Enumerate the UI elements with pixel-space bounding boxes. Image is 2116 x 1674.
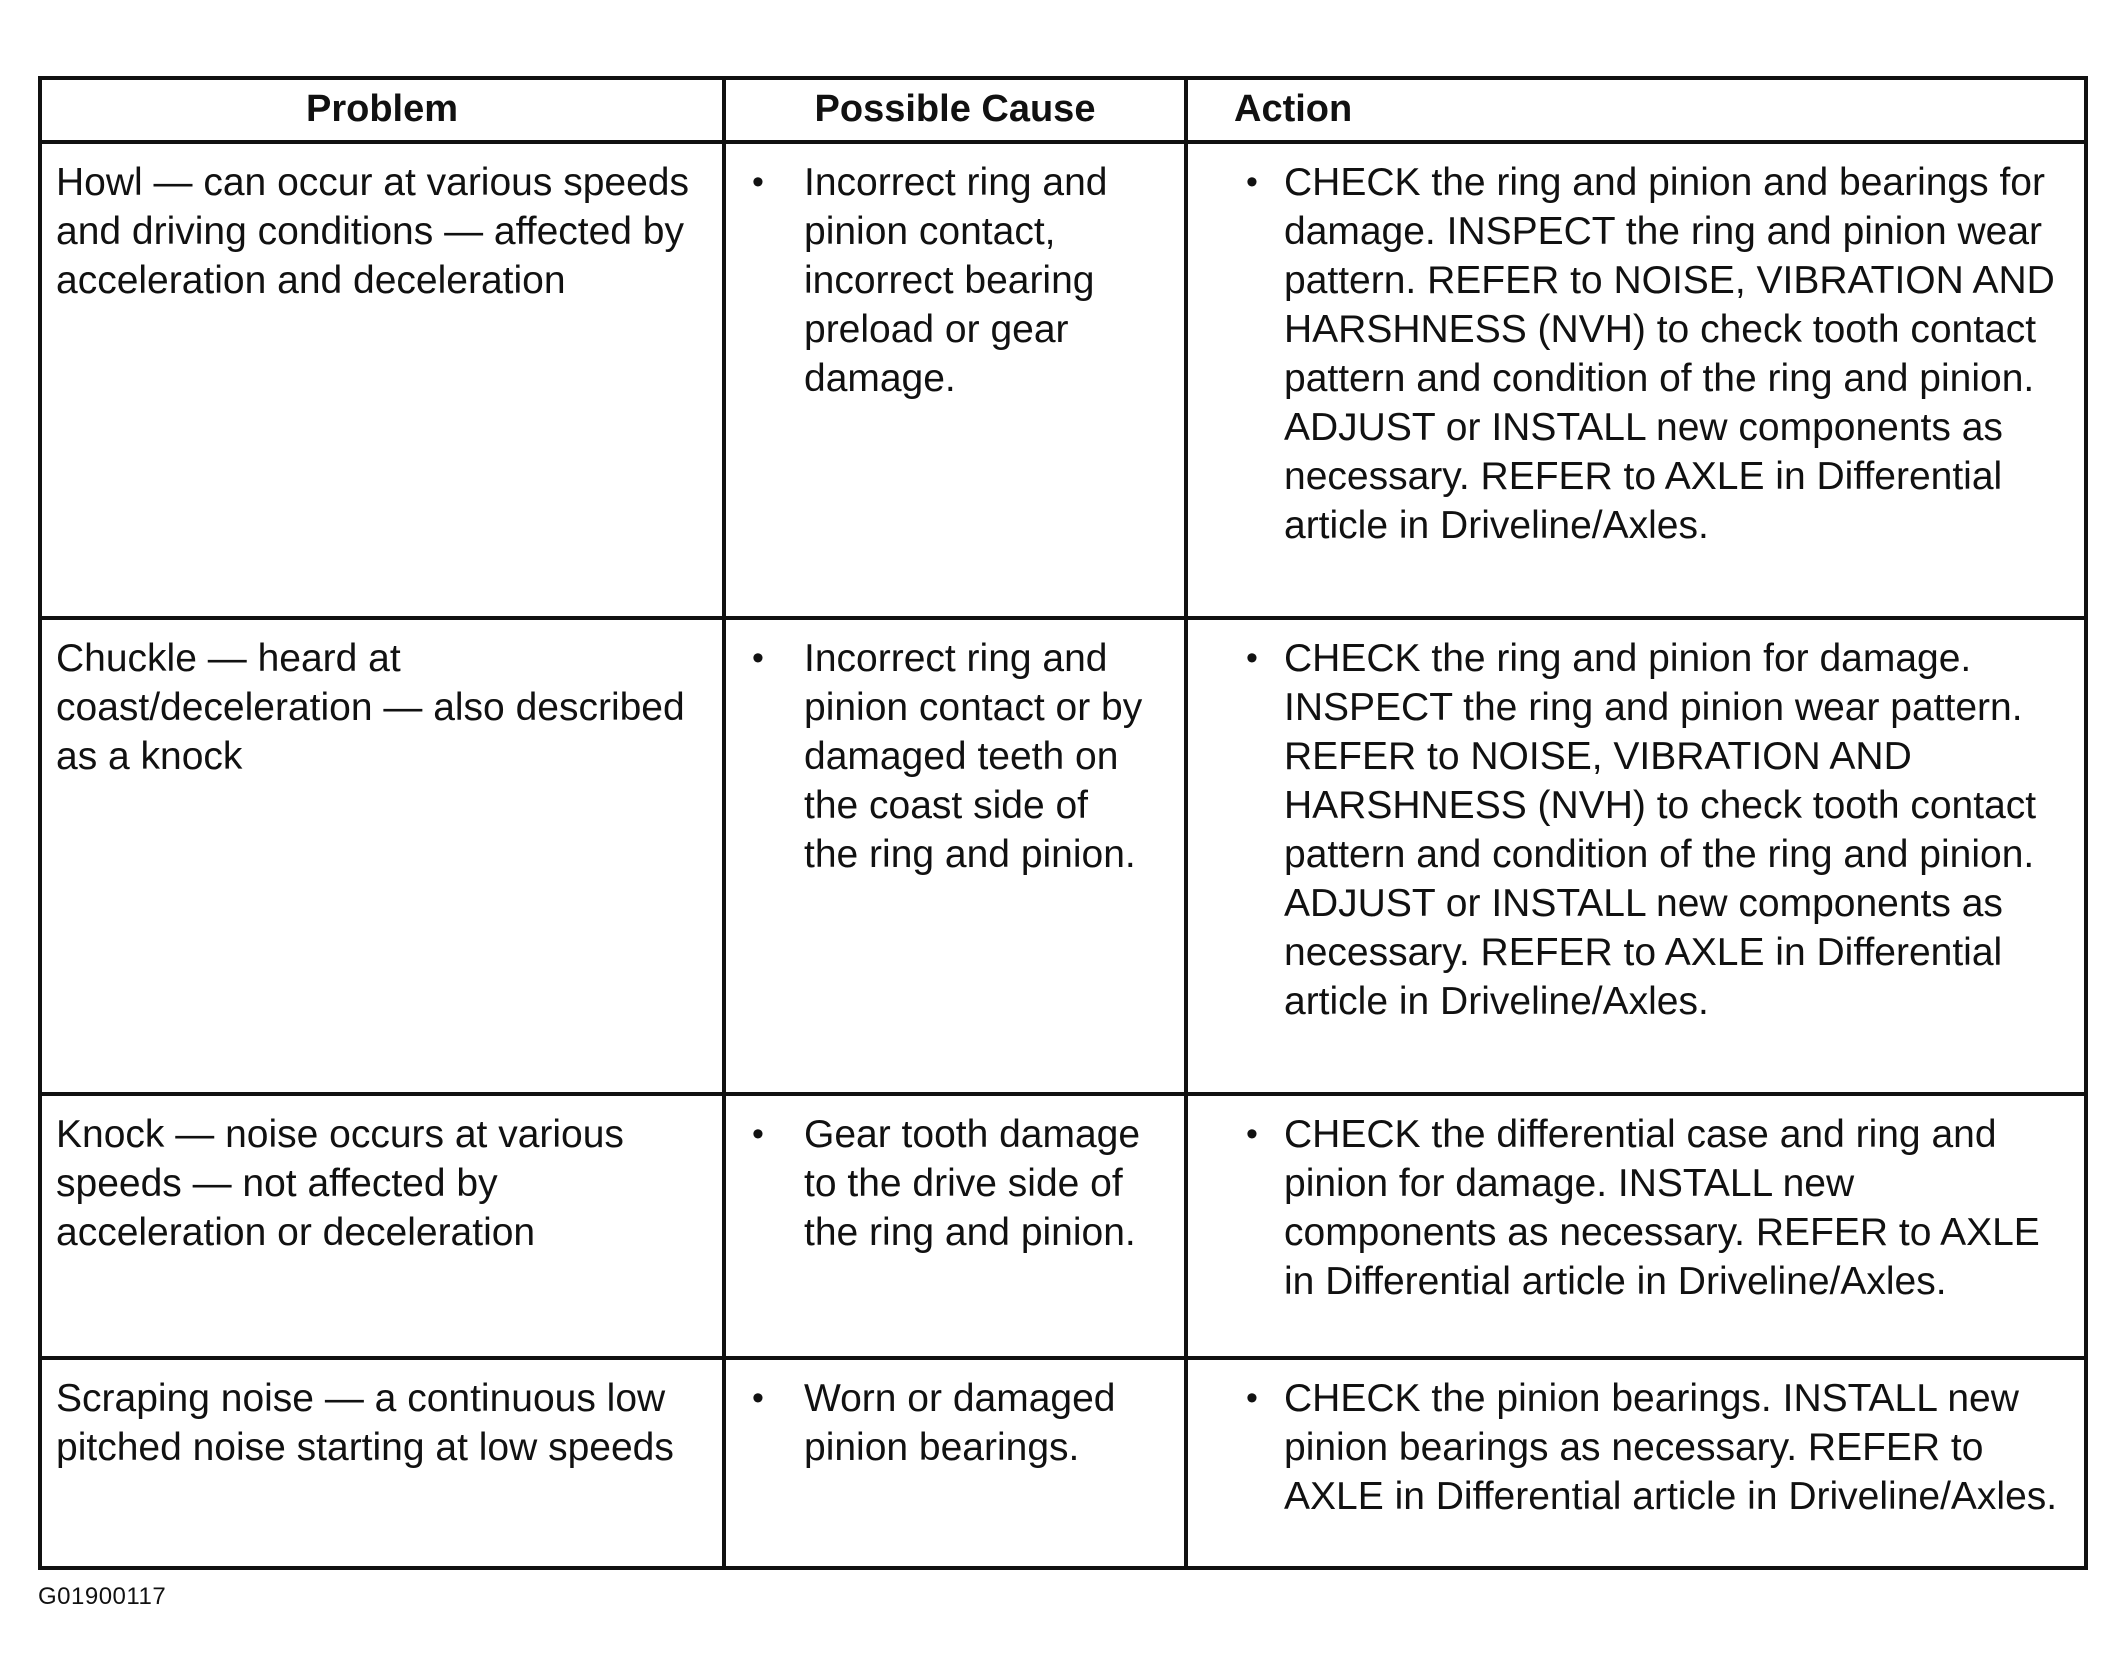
header-possible-cause: Possible Cause [724,78,1186,142]
problem-text: Scraping noise — a continuous low pitched noise starting at low speeds [56,1377,674,1469]
bullet-icon: • [1246,1379,1258,1417]
problem-text: Howl — can occur at various speeds and driving conditions — affected by acceleration and deceleration [56,161,689,302]
bullet-icon: • [752,639,764,677]
bullet-icon: • [1246,163,1258,201]
cause-cell [724,1358,1186,1568]
cause-text: Incorrect ring and pinion contact, incorrect bearing preload or gear damage. [804,161,1108,400]
cause-text: Incorrect ring and pinion contact or by damaged teeth on the coast side of the ring and pinion. [804,637,1143,876]
bullet-icon: • [752,1379,764,1417]
cause-cell [724,618,1186,1094]
action-text: CHECK the ring and pinion and bearings for damage. INSPECT the ring and pinion wear pattern. REFER to NOISE, VIBRATION AND HARSHNESS (NVH) to check tooth contact pattern and condition of the ring and pinion. ADJUST or INSTALL new components as necessary. REFER to AXLE in Differential article in Driveline/Axles. [1284,161,2055,547]
action-cell [1186,618,2086,1094]
action-text: CHECK the pinion bearings. INSTALL new pinion bearings as necessary. REFER to AXLE in Differential article in Driveline/Axles. [1284,1377,2058,1518]
problem-cell [40,142,724,618]
cause-text: Worn or damaged pinion bearings. [804,1377,1116,1469]
header-problem: Problem [40,78,724,142]
action-cell [1186,1094,2086,1358]
action-cell [1186,1358,2086,1568]
header-row [40,78,2086,142]
action-text: CHECK the differential case and ring and pinion for damage. INSTALL new components as necessary. REFER to AXLE in Differential article in Driveline/Axles. [1284,1113,2040,1303]
action-text: CHECK the ring and pinion for damage. INSPECT the ring and pinion wear pattern. REFER to NOISE, VIBRATION AND HARSHNESS (NVH) to check tooth contact pattern and condition of the ring and pinion. ADJUST or INSTALL new components as necessary. REFER to AXLE in Differential article in Driveline/Axles. [1284,637,2037,1023]
bullet-icon: • [1246,1115,1258,1153]
header-action: Action [1186,78,2086,142]
problem-cell [40,1358,724,1568]
problem-cell [40,1094,724,1358]
problem-cell [40,618,724,1094]
problem-text: Chuckle — heard at coast/deceleration — also described as a knock [56,637,685,778]
cause-cell [724,142,1186,618]
action-cell [1186,142,2086,618]
table-row [40,142,2086,618]
cause-text: Gear tooth damage to the drive side of the ring and pinion. [804,1113,1141,1254]
cause-cell [724,1094,1186,1358]
problem-text: Knock — noise occurs at various speeds — not affected by acceleration or deceleration [56,1113,624,1254]
table-row [40,1094,2086,1358]
bullet-icon: • [752,1115,764,1153]
diagnosis-table [38,76,2088,1570]
table-row [40,618,2086,1094]
bullet-icon: • [752,163,764,201]
table-row [40,1358,2086,1568]
bullet-icon: • [1246,639,1258,677]
figure-id: G01900117 [38,1583,167,1610]
